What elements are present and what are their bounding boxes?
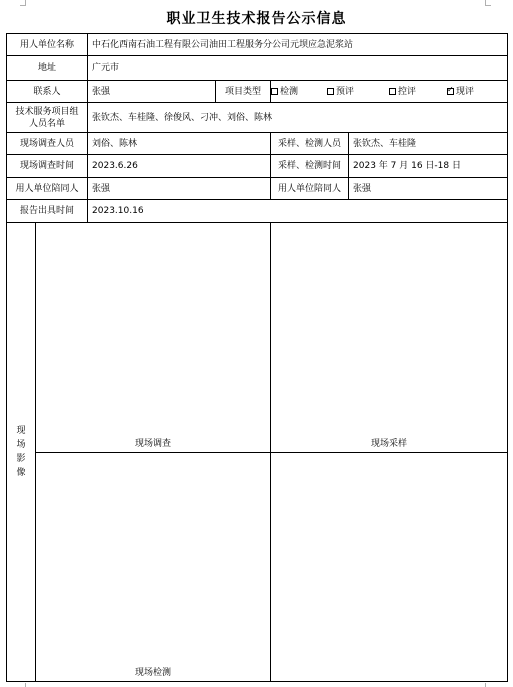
- page-title: 职业卫生技术报告公示信息: [166, 11, 347, 27]
- option-current-eval[interactable]: [447, 86, 474, 98]
- project-type-options: [271, 81, 508, 103]
- option-control-eval-label: 控评: [398, 86, 417, 97]
- option-pre-eval-label: 预评: [336, 86, 355, 97]
- row-photos-bottom: [7, 453, 508, 682]
- survey-time-value: 2023.6.26: [88, 155, 271, 178]
- option-detect-label: 检测: [280, 86, 299, 97]
- checkbox-detect[interactable]: [271, 88, 278, 95]
- option-control-eval[interactable]: [389, 86, 447, 98]
- checkbox-pre-eval[interactable]: [327, 88, 334, 95]
- photo-section-label: [7, 223, 36, 682]
- survey-people-label: 现场调查人员: [7, 133, 88, 155]
- row-time: [7, 155, 508, 178]
- option-current-eval-label: 现评: [456, 86, 475, 97]
- team-label: 技术服务项目组人员名单: [7, 103, 88, 133]
- option-pre-eval[interactable]: [327, 86, 389, 98]
- companion2-value: 张强: [349, 178, 508, 200]
- photo-empty: [271, 453, 508, 682]
- photo-sampling: [271, 223, 508, 453]
- photo-sampling-caption: 现场采样: [371, 439, 408, 449]
- sampling-time-value: 2023 年 7 月 16 日-18 日: [349, 155, 508, 178]
- report-date-label: 报告出具时间: [7, 200, 88, 223]
- contact-label: 联系人: [7, 81, 88, 103]
- checkbox-current-eval[interactable]: [447, 88, 454, 95]
- row-report-date: [7, 200, 508, 223]
- option-detect[interactable]: [271, 86, 327, 98]
- photo-survey-caption: 现场调查: [135, 439, 172, 449]
- project-type-label: 项目类型: [216, 81, 271, 103]
- row-photos-top: [7, 223, 508, 453]
- photo-survey: [36, 223, 271, 453]
- photo-detection: [36, 453, 271, 682]
- photo-section-text: 现场影像: [16, 426, 26, 478]
- companion2-label: 用人单位陪同人: [271, 178, 349, 200]
- survey-people-value: 刘俗、陈林: [88, 133, 271, 155]
- row-team: [7, 103, 508, 133]
- checkbox-control-eval[interactable]: [389, 88, 396, 95]
- companion1-label: 用人单位陪同人: [7, 178, 88, 200]
- crop-mark: [20, 5, 26, 6]
- sampling-time-label: 采样、检测时间: [271, 155, 349, 178]
- row-people: [7, 133, 508, 155]
- crop-mark: [485, 5, 491, 6]
- employer-label: 用人单位名称: [7, 34, 88, 56]
- crop-mark: [485, 683, 486, 687]
- sampling-people-value: 张钦杰、车桂隆: [349, 133, 508, 155]
- report-date-value: 2023.10.16: [88, 200, 508, 223]
- row-contact: [7, 81, 508, 103]
- address-label: 地址: [7, 56, 88, 81]
- info-table: [6, 33, 508, 682]
- survey-time-label: 现场调查时间: [7, 155, 88, 178]
- row-employer: [7, 34, 508, 56]
- address-value: 广元市: [88, 56, 508, 81]
- contact-value: 张强: [88, 81, 216, 103]
- crop-mark: [25, 683, 26, 687]
- row-address: [7, 56, 508, 81]
- photo-detection-caption: 现场检测: [135, 668, 172, 678]
- companion1-value: 张强: [88, 178, 271, 200]
- sampling-people-label: 采样、检测人员: [271, 133, 349, 155]
- team-value: 张钦杰、车桂隆、徐俊风、刁冲、刘俗、陈林: [88, 103, 508, 133]
- employer-value: 中石化西南石油工程有限公司油田工程服务分公司元坝应急泥浆站: [88, 34, 508, 56]
- row-companion: [7, 178, 508, 200]
